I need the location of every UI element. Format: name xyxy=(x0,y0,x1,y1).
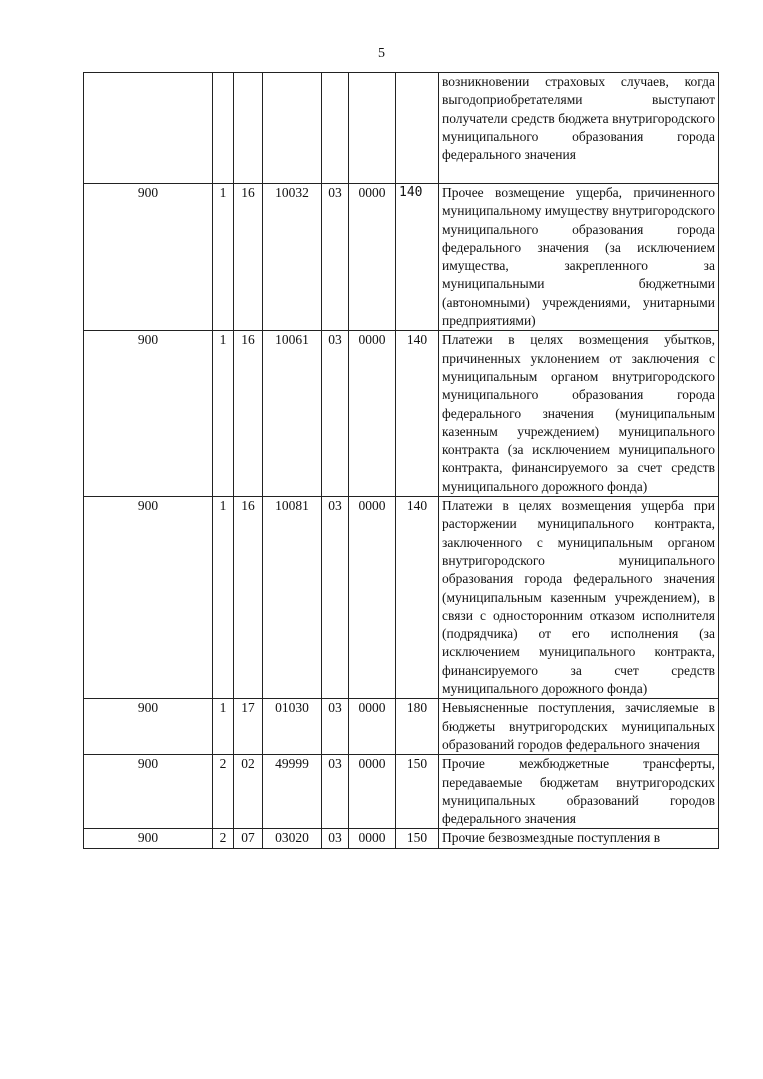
element-code-cell: 03 xyxy=(322,699,349,755)
program-code-cell: 0000 xyxy=(349,331,396,497)
kosgu-code-cell: 140 xyxy=(396,184,439,331)
admin-code-cell: 900 xyxy=(84,497,213,699)
kosgu-code-cell: 150 xyxy=(396,829,439,848)
revenue-name-cell: Платежи в целях возмещения убытков, причиненных уклонением от заключения с муниципальным органом внутригородского муниципального образования города федерального значения (муниципальным казенным учреждением) муниципального контракта (за исключением муниципального контракта, финансируемого за счет средств муниципального дорожного фонда) xyxy=(439,331,719,497)
group-code-cell: 1 xyxy=(213,497,234,699)
admin-code-cell: 900 xyxy=(84,184,213,331)
article-code-cell: 10081 xyxy=(263,497,322,699)
subgroup-code-cell: 16 xyxy=(234,497,263,699)
group-code-cell: 2 xyxy=(213,755,234,829)
admin-code-cell: 900 xyxy=(84,829,213,848)
table-row xyxy=(84,829,719,848)
kosgu-code-cell: 150 xyxy=(396,755,439,829)
program-code-cell xyxy=(349,73,396,184)
admin-code-cell xyxy=(84,73,213,184)
group-code-cell: 1 xyxy=(213,699,234,755)
program-code-cell: 0000 xyxy=(349,829,396,848)
kosgu-code-cell: 140 xyxy=(396,497,439,699)
table-row xyxy=(84,497,719,699)
element-code-cell: 03 xyxy=(322,331,349,497)
revenue-name-cell: Платежи в целях возмещения ущерба при расторжении муниципального контракта, заключенного с муниципальным органом внутригородского муниципального образования города федерального значения (муниципальным казенным учреждением), в связи с односторонним отказом исполнителя (подрядчика) от его исполнения (за исключением муниципального контракта, финансируемого за счет средств муниципального дорожного фонда) xyxy=(439,497,719,699)
group-code-cell: 1 xyxy=(213,184,234,331)
element-code-cell xyxy=(322,73,349,184)
subgroup-code-cell: 17 xyxy=(234,699,263,755)
element-code-cell: 03 xyxy=(322,184,349,331)
article-code-cell: 10061 xyxy=(263,331,322,497)
article-code-cell: 03020 xyxy=(263,829,322,848)
subgroup-code-cell: 02 xyxy=(234,755,263,829)
element-code-cell: 03 xyxy=(322,755,349,829)
revenue-name-cell: возникновении страховых случаев, когда выгодоприобретателями выступают получатели средств бюджета внутригородского муниципального образования города федерального значения xyxy=(439,73,719,184)
program-code-cell: 0000 xyxy=(349,184,396,331)
subgroup-code-cell: 16 xyxy=(234,184,263,331)
subgroup-code-cell: 07 xyxy=(234,829,263,848)
article-code-cell xyxy=(263,73,322,184)
program-code-cell: 0000 xyxy=(349,699,396,755)
group-code-cell xyxy=(213,73,234,184)
program-code-cell: 0000 xyxy=(349,755,396,829)
table-row xyxy=(84,184,719,331)
article-code-cell: 49999 xyxy=(263,755,322,829)
subgroup-code-cell: 16 xyxy=(234,331,263,497)
kosgu-code-cell: 140 xyxy=(396,331,439,497)
kosgu-code-cell xyxy=(396,73,439,184)
kosgu-code-cell: 180 xyxy=(396,699,439,755)
admin-code-cell: 900 xyxy=(84,699,213,755)
budget-classification-table xyxy=(83,72,719,849)
program-code-cell: 0000 xyxy=(349,497,396,699)
element-code-cell: 03 xyxy=(322,829,349,848)
table-row xyxy=(84,331,719,497)
page-number: 5 xyxy=(378,46,385,61)
admin-code-cell: 900 xyxy=(84,331,213,497)
group-code-cell: 1 xyxy=(213,331,234,497)
revenue-name-cell: Прочее возмещение ущерба, причиненного муниципальному имуществу внутригородского муниципального образования города федерального значения (за исключением имущества, закрепленного за муниципальными бюджетными (автономными) учреждениями, унитарными предприятиями) xyxy=(439,184,719,331)
group-code-cell: 2 xyxy=(213,829,234,848)
element-code-cell: 03 xyxy=(322,497,349,699)
table-row xyxy=(84,755,719,829)
revenue-name-cell: Прочие межбюджетные трансферты, передаваемые бюджетам внутригородских муниципальных образований городов федерального значения xyxy=(439,755,719,829)
table-row xyxy=(84,73,719,184)
revenue-name-cell: Невыясненные поступления, зачисляемые в бюджеты внутригородских муниципальных образований городов федерального значения xyxy=(439,699,719,755)
article-code-cell: 01030 xyxy=(263,699,322,755)
table-row xyxy=(84,699,719,755)
revenue-name-cell: Прочие безвозмездные поступления в xyxy=(439,829,719,848)
article-code-cell: 10032 xyxy=(263,184,322,331)
subgroup-code-cell xyxy=(234,73,263,184)
admin-code-cell: 900 xyxy=(84,755,213,829)
